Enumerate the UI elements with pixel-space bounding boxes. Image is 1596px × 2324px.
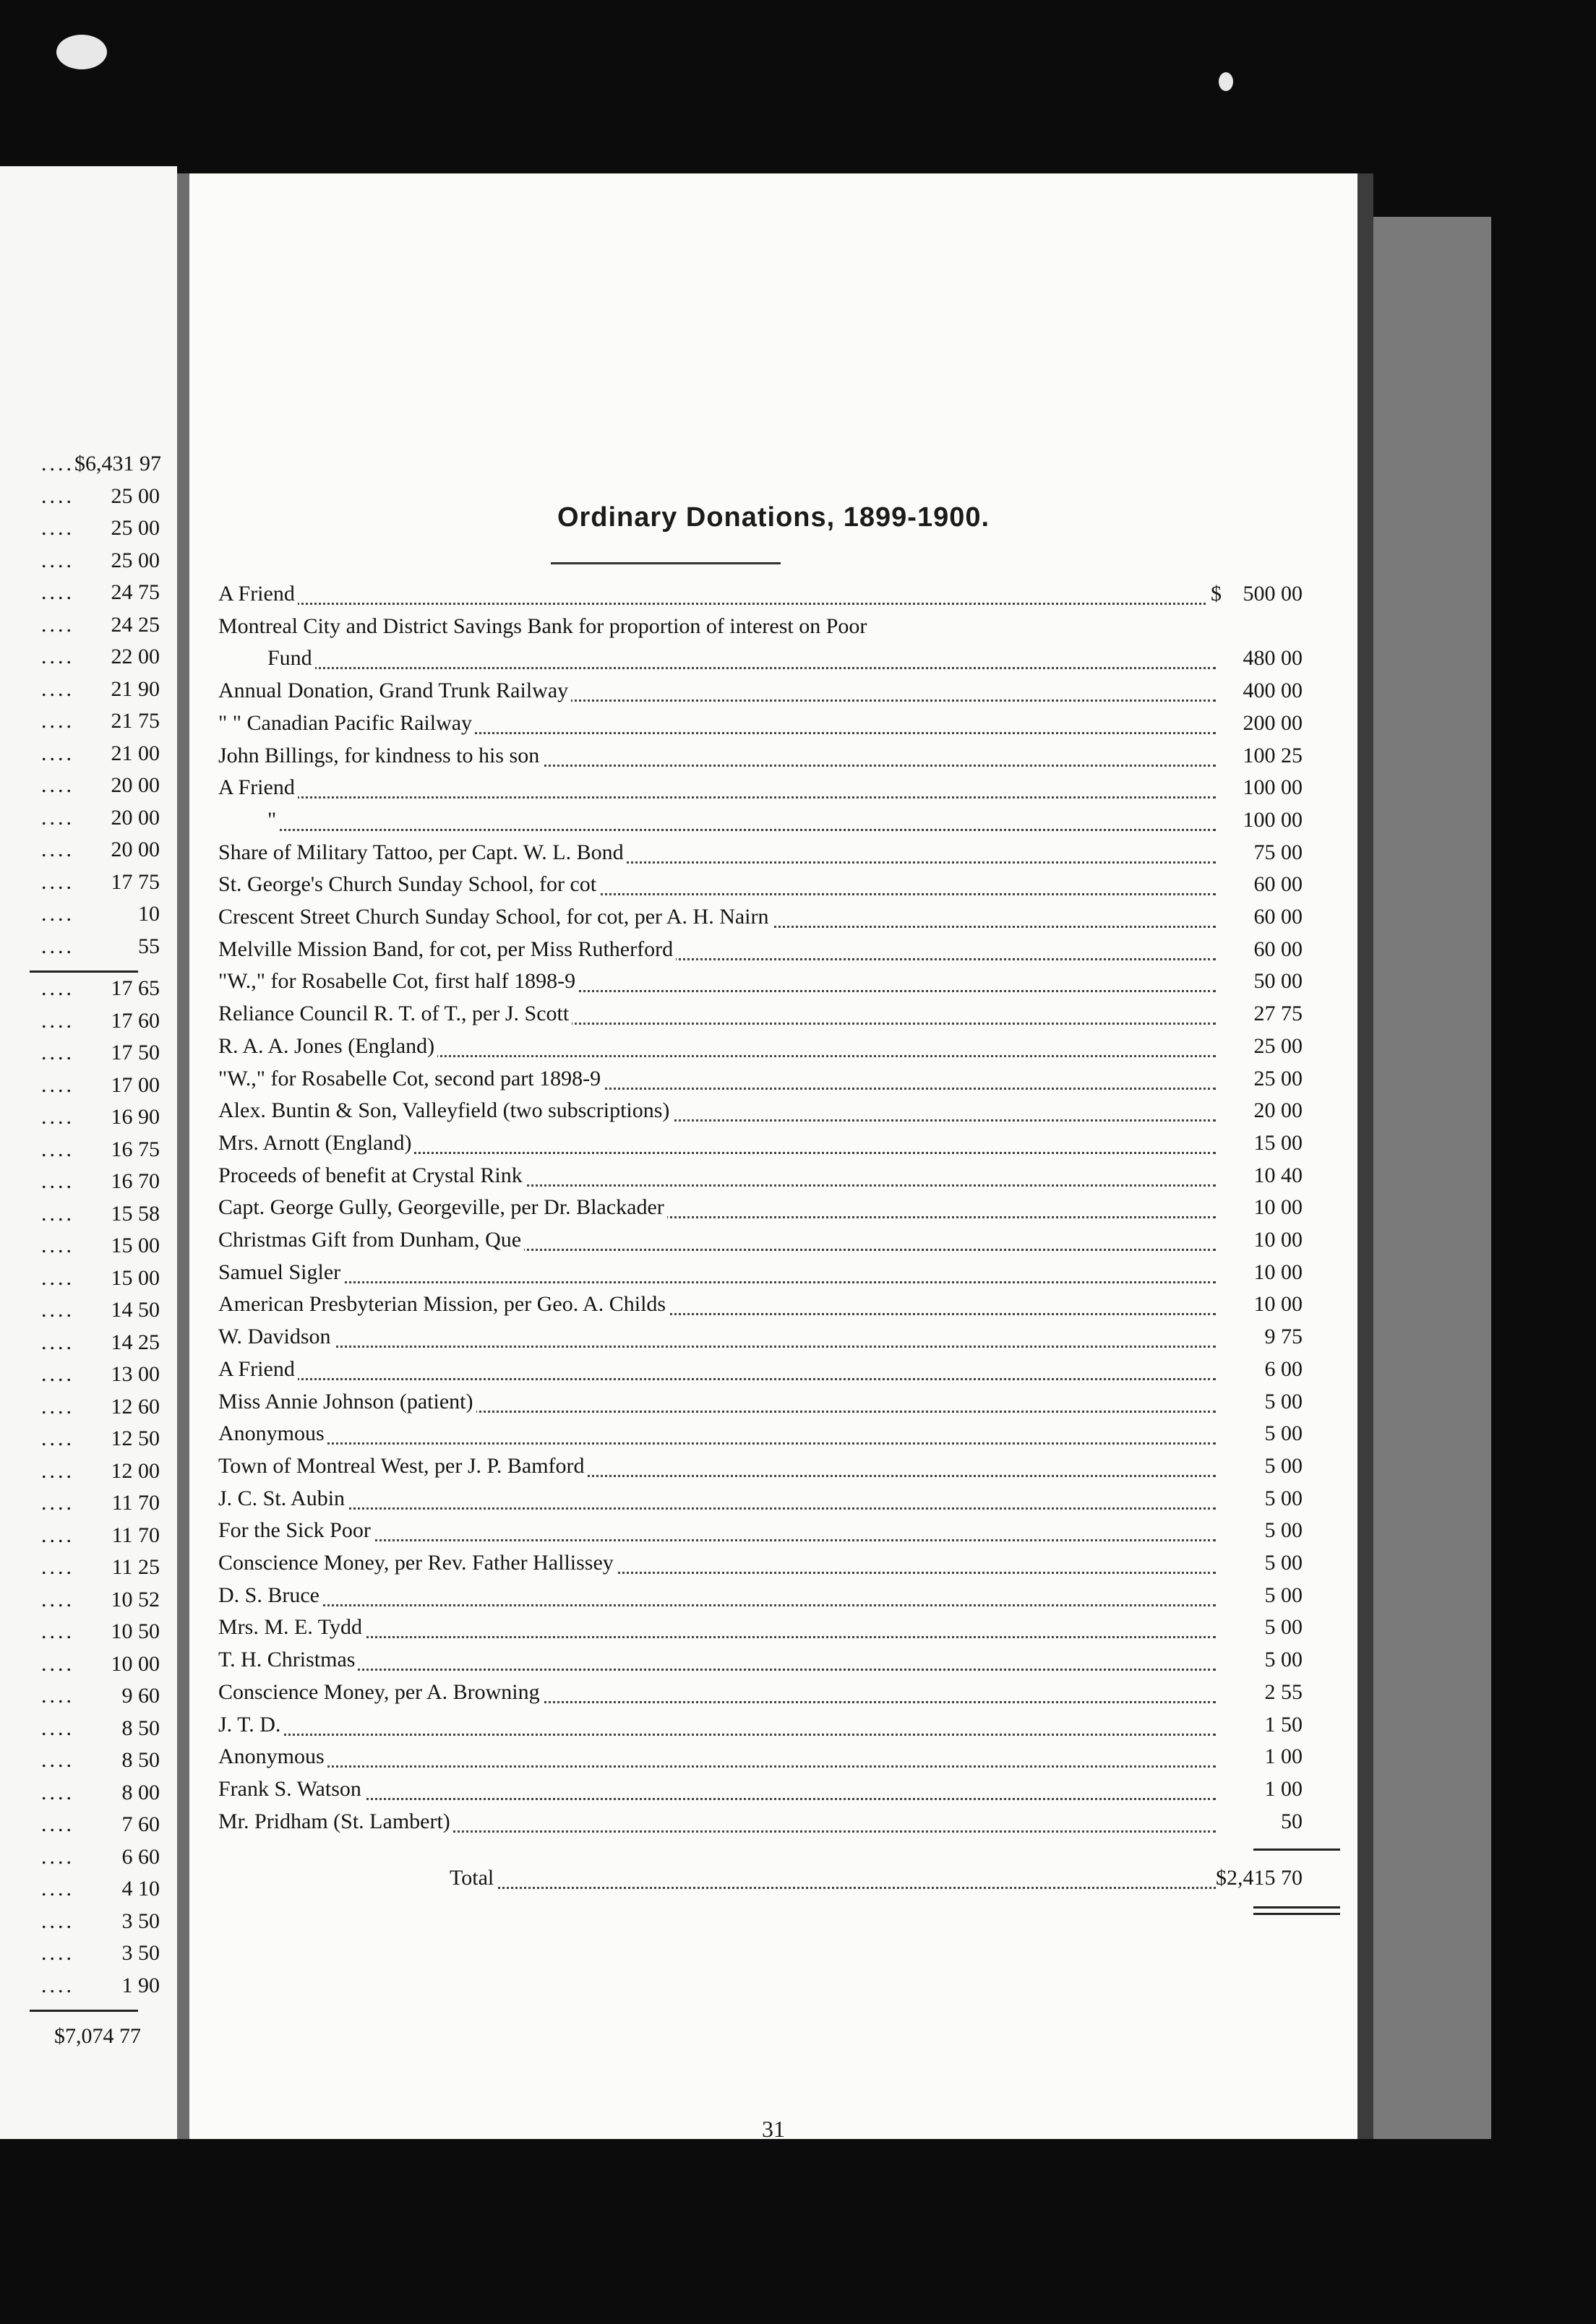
donor-name: A Friend <box>218 582 298 606</box>
donation-row <box>218 582 1303 614</box>
left-amount: 17 00 <box>111 1072 160 1097</box>
leader-dots <box>486 1887 1216 1889</box>
donor-name: Mr. Pridham (St. Lambert) <box>218 1809 453 1834</box>
left-amount: 12 00 <box>111 1458 160 1483</box>
left-amount-row <box>41 1748 160 1773</box>
donation-amount: 100 00 <box>1243 775 1303 800</box>
total-double-rule <box>1253 1901 1340 1915</box>
left-amount-row <box>41 1362 160 1387</box>
donation-amount: 1 00 <box>1264 1776 1303 1801</box>
donor-name: Frank S. Watson <box>218 1777 364 1802</box>
donor-name: Annual Donation, Grand Trunk Railway <box>218 679 571 703</box>
left-subtotal-rule <box>30 971 138 973</box>
donation-row <box>218 1357 1303 1389</box>
left-amount: 6 60 <box>121 1844 160 1869</box>
left-amount: 9 60 <box>121 1684 160 1708</box>
left-leader-dots: .... <box>41 1362 74 1386</box>
left-amount: 10 00 <box>111 1651 160 1676</box>
leader-dots <box>218 1442 1216 1445</box>
left-leader-dots: .... <box>41 773 74 797</box>
left-amount-row <box>41 1266 160 1291</box>
donation-amount: 10 00 <box>1253 1260 1303 1284</box>
donation-row <box>218 775 1303 807</box>
left-amount: 15 00 <box>111 1234 160 1257</box>
donation-amount: 50 00 <box>1253 969 1303 994</box>
left-leader-dots: .... <box>41 1201 74 1226</box>
main-page <box>189 173 1357 2142</box>
left-amount: 17 60 <box>111 1008 160 1033</box>
left-amount-row <box>41 1716 160 1741</box>
donor-name: "W.," for Rosabelle Cot, first half 1898-9 <box>218 969 578 994</box>
donation-amount: 5 00 <box>1264 1421 1303 1446</box>
donation-row <box>218 1325 1303 1356</box>
left-amount: 16 90 <box>111 1105 160 1129</box>
left-leader-dots: .... <box>41 709 74 733</box>
leader-dots <box>218 1669 1216 1671</box>
left-amount-row <box>41 548 160 573</box>
donation-row <box>218 1583 1303 1615</box>
donor-name: For the Sick Poor <box>218 1518 374 1543</box>
left-amount: 24 75 <box>111 580 160 604</box>
donation-amount: 20 00 <box>1253 1098 1303 1123</box>
left-amount: 21 00 <box>111 741 160 765</box>
total-amount: $2,415 70 <box>1216 1866 1303 1890</box>
left-leader-dots: .... <box>41 1491 74 1515</box>
donation-amount: 200 00 <box>1243 710 1303 735</box>
donation-row <box>218 1615 1303 1647</box>
left-amount: 8 50 <box>121 1716 160 1740</box>
left-amount: 14 50 <box>111 1298 160 1322</box>
donation-amount: 27 75 <box>1253 1002 1303 1026</box>
left-leader-dots: .... <box>41 1426 74 1450</box>
leader-dots <box>218 829 1216 831</box>
left-leader-dots: .... <box>41 1877 74 1901</box>
left-total: $7,074 77 <box>54 2024 141 2048</box>
left-amount: 11 70 <box>111 1491 160 1515</box>
donation-row <box>218 1648 1303 1679</box>
left-leader-dots: .... <box>41 1330 74 1354</box>
donor-name: John Billings, for kindness to his son <box>218 744 542 768</box>
donor-name: Christmas Gift from Dunham, Que <box>218 1228 524 1252</box>
donation-amount: 1 50 <box>1264 1712 1303 1736</box>
leader-dots <box>218 1346 1216 1348</box>
donor-name: Crescent Street Church Sunday School, for cot, per A. H. Nairn <box>218 905 772 929</box>
leader-dots <box>218 1378 1216 1380</box>
donation-amount: 2 55 <box>1264 1679 1303 1704</box>
left-amount-row <box>41 1588 160 1612</box>
donor-name: Samuel Sigler <box>218 1260 343 1285</box>
donation-amount: 5 00 <box>1264 1551 1303 1575</box>
left-leader-dots: .... <box>41 1008 74 1033</box>
left-amount: 3 50 <box>121 1941 160 1965</box>
left-leader-dots: .... <box>41 1684 74 1708</box>
left-amount: 10 <box>138 902 160 926</box>
donation-row <box>218 872 1303 904</box>
left-leader-dots: .... <box>41 516 74 540</box>
donation-amount: 10 00 <box>1253 1195 1303 1220</box>
donor-name: American Presbyterian Mission, per Geo. A. Childs <box>218 1292 669 1317</box>
donation-row <box>218 1260 1303 1292</box>
left-amount: 4 10 <box>121 1877 160 1901</box>
left-amount-row <box>41 1684 160 1708</box>
left-amount-row <box>41 677 160 702</box>
donor-name: J. C. St. Aubin <box>218 1486 348 1511</box>
donation-row <box>218 614 1303 646</box>
left-leader-dots: .... <box>41 902 74 926</box>
left-amount: 25 00 <box>111 516 160 540</box>
donor-name: " <box>218 808 279 832</box>
left-leader-dots: .... <box>41 1105 74 1129</box>
left-leader-dots: .... <box>41 1587 74 1611</box>
donor-name: Share of Military Tattoo, per Capt. W. L. Bond <box>218 840 627 865</box>
donation-row <box>218 646 1303 678</box>
donation-amount: 5 00 <box>1264 1486 1303 1510</box>
subtotal-rule <box>1253 1849 1340 1851</box>
donation-row <box>218 1098 1303 1130</box>
leader-dots <box>218 1604 1216 1606</box>
left-amount-row <box>41 1877 160 1901</box>
book-cover-edge <box>1365 217 1491 2139</box>
donor-name: Mrs. M. E. Tydd <box>218 1615 365 1640</box>
donor-name: Miss Annie Johnson (patient) <box>218 1390 476 1414</box>
leader-dots <box>218 1734 1216 1736</box>
donation-row <box>218 1163 1303 1195</box>
donation-row <box>218 1228 1303 1260</box>
left-amount-row <box>41 1619 160 1644</box>
left-amount-row <box>41 1330 160 1355</box>
donation-row <box>218 1680 1303 1712</box>
page-number: 31 <box>762 2116 785 2142</box>
left-amount-row <box>41 1169 160 1194</box>
left-amount-row <box>41 1234 160 1258</box>
donation-row <box>218 1421 1303 1453</box>
donor-name: A Friend <box>218 1357 298 1382</box>
left-amount: 21 75 <box>111 709 160 733</box>
page-title: Ordinary Donations, 1899-1900. <box>557 502 990 533</box>
left-amount-row <box>41 709 160 733</box>
left-leader-dots: .... <box>41 580 74 604</box>
donation-row <box>218 1002 1303 1033</box>
left-leader-dots: .... <box>41 612 74 637</box>
donation-amount: 5 00 <box>1264 1615 1303 1640</box>
left-leader-dots: .... <box>41 1844 74 1869</box>
donation-row <box>218 1034 1303 1066</box>
donor-name: Montreal City and District Savings Bank for proportion of interest on Poor <box>218 614 870 639</box>
left-leader-dots: .... <box>41 1137 74 1161</box>
left-amount: 20 00 <box>111 805 160 830</box>
left-amount-row <box>41 1202 160 1226</box>
left-leader-dots: .... <box>41 1941 74 1965</box>
donation-amount: 100 25 <box>1243 743 1303 767</box>
donation-row <box>218 905 1303 937</box>
left-leader-dots: .... <box>41 1555 74 1579</box>
donation-row <box>218 1390 1303 1421</box>
donation-amount: 50 <box>1281 1809 1303 1833</box>
leader-dots <box>218 1507 1216 1510</box>
left-amount: 13 00 <box>111 1362 160 1386</box>
donation-row <box>218 1713 1303 1744</box>
left-leader-dots: .... <box>41 934 74 958</box>
donor-name: Town of Montreal West, per J. P. Bamford <box>218 1454 588 1479</box>
left-amount-row <box>41 1781 160 1805</box>
left-amount-row <box>41 1009 160 1033</box>
left-leader-dots: .... <box>41 548 74 572</box>
leader-dots <box>218 1765 1216 1768</box>
donation-row <box>218 1454 1303 1486</box>
left-amount-row <box>41 613 160 637</box>
left-leader-dots: .... <box>41 1619 74 1643</box>
left-amount: 17 75 <box>111 869 160 894</box>
donor-name: D. S. Bruce <box>218 1583 322 1608</box>
donor-name: "W.," for Rosabelle Cot, second part 1898-9 <box>218 1067 604 1091</box>
left-amount-row <box>41 1652 160 1677</box>
left-amount: 20 00 <box>111 773 160 797</box>
left-amount-row <box>41 806 160 830</box>
left-leader-dots: .... <box>41 1458 74 1483</box>
donation-amount: 5 00 <box>1264 1453 1303 1478</box>
left-leader-dots: .... <box>41 1973 74 1997</box>
left-amount-row <box>41 1041 160 1065</box>
left-leader-dots: .... <box>41 483 74 508</box>
left-facing-page <box>0 166 177 2139</box>
donor-name: Conscience Money, per A. Browning <box>218 1680 543 1705</box>
donor-name: Fund <box>218 646 315 671</box>
left-amount-row <box>41 934 160 959</box>
donation-amount: 1 00 <box>1264 1744 1303 1769</box>
left-amount: 21 90 <box>111 676 160 701</box>
donation-row <box>218 1518 1303 1550</box>
left-amount: 17 65 <box>111 976 160 1000</box>
donation-amount: 60 00 <box>1253 905 1303 929</box>
left-leader-dots: .... <box>41 741 74 765</box>
left-leader-dots: .... <box>41 805 74 830</box>
donation-row <box>218 1131 1303 1163</box>
donation-amount: 5 00 <box>1264 1389 1303 1413</box>
left-amount-row <box>41 1395 160 1419</box>
left-amount: 14 25 <box>111 1330 160 1354</box>
donor-name: Anonymous <box>218 1421 327 1446</box>
left-amount: 55 <box>138 934 160 958</box>
donation-amount: 25 00 <box>1253 1066 1303 1090</box>
total-label: Total <box>450 1866 497 1890</box>
left-amount-row <box>41 645 160 669</box>
left-amount: 16 70 <box>111 1169 160 1193</box>
donation-amount: 10 00 <box>1253 1292 1303 1317</box>
donation-row <box>218 1777 1303 1809</box>
leader-dots <box>218 796 1216 799</box>
left-leader-dots: .... <box>41 645 74 668</box>
donation-row <box>218 840 1303 872</box>
left-amount: 12 50 <box>111 1426 160 1450</box>
donation-amount: 10 40 <box>1253 1163 1303 1187</box>
leader-dots <box>218 1798 1216 1800</box>
donation-row <box>218 1067 1303 1098</box>
left-amount-row <box>41 1555 160 1580</box>
leader-dots <box>218 1636 1216 1638</box>
left-leader-dots: .... <box>41 1298 74 1322</box>
donor-name: R. A. A. Jones (England) <box>218 1034 437 1059</box>
left-amount: 10 52 <box>111 1587 160 1611</box>
left-amount-row <box>41 1491 160 1515</box>
left-amount: 24 25 <box>111 612 160 637</box>
donation-amount: 5 00 <box>1264 1518 1303 1543</box>
leader-dots <box>218 603 1216 605</box>
donation-amount: 25 00 <box>1253 1033 1303 1058</box>
donor-name: Mrs. Arnott (England) <box>218 1131 414 1155</box>
left-leader-dots: .... <box>41 1812 74 1836</box>
left-leader-dots: .... <box>41 1394 74 1419</box>
donation-amount: 60 00 <box>1253 872 1303 897</box>
donation-amount: 400 00 <box>1243 679 1303 703</box>
donor-name: T. H. Christmas <box>218 1648 358 1672</box>
title-underline <box>551 562 781 564</box>
left-amount-row <box>41 838 160 862</box>
left-leader-dots: .... <box>41 1780 74 1804</box>
donation-row <box>218 1195 1303 1227</box>
left-amount-row <box>41 741 160 766</box>
left-amount-row <box>41 1459 160 1484</box>
left-amount-row <box>41 1974 160 1998</box>
left-amount: 11 70 <box>111 1523 160 1547</box>
donor-name: " " Canadian Pacific Railway <box>218 711 475 736</box>
left-amount: 8 50 <box>121 1748 160 1772</box>
left-amount-row <box>41 1909 160 1934</box>
leader-dots <box>218 1281 1216 1283</box>
donor-name: J. T. D. <box>218 1713 283 1737</box>
left-amount: 7 60 <box>121 1812 160 1836</box>
donation-amount: 100 00 <box>1243 807 1303 832</box>
left-amount: 25 00 <box>111 483 160 508</box>
left-leader-dots: .... <box>41 1041 74 1064</box>
rule-line <box>1253 1913 1340 1915</box>
left-amount-row <box>41 902 160 926</box>
left-leader-dots: .... <box>41 452 74 475</box>
donation-row <box>218 969 1303 1001</box>
donation-row <box>218 1551 1303 1583</box>
left-amount-row <box>41 976 160 1001</box>
left-leader-dots: .... <box>41 838 74 861</box>
left-leader-dots: .... <box>41 1234 74 1257</box>
donor-name: A Friend <box>218 775 298 800</box>
donation-row <box>218 937 1303 969</box>
left-amount: 15 58 <box>111 1201 160 1226</box>
left-leader-dots: .... <box>41 1265 74 1290</box>
donation-row <box>218 1486 1303 1518</box>
donation-row <box>218 1292 1303 1324</box>
left-leader-dots: .... <box>41 1651 74 1676</box>
left-amount: 22 00 <box>111 645 160 668</box>
left-amount: 1 90 <box>121 1973 160 1997</box>
donation-amount: 10 00 <box>1253 1228 1303 1252</box>
left-amount-row <box>41 1137 160 1162</box>
left-leader-dots: .... <box>41 976 74 1000</box>
left-amount: 8 00 <box>121 1780 160 1804</box>
donor-name: Capt. George Gully, Georgeville, per Dr. Blackader <box>218 1195 667 1220</box>
left-amount-row <box>41 1426 160 1451</box>
donor-name: Melville Mission Band, for cot, per Miss Rutherford <box>218 937 676 962</box>
left-total-rule <box>30 2010 138 2012</box>
donor-name: Proceeds of benefit at Crystal Rink <box>218 1163 525 1188</box>
rule-line <box>1253 1906 1340 1908</box>
left-amount-row <box>41 1523 160 1548</box>
left-amount-row <box>41 870 160 895</box>
total-row <box>218 1866 1303 1898</box>
left-amount: 3 50 <box>121 1908 160 1933</box>
left-leader-dots: .... <box>41 869 74 894</box>
donation-amount: 5 00 <box>1264 1583 1303 1607</box>
donation-row <box>218 744 1303 775</box>
left-amount: $6,431 97 <box>74 452 161 475</box>
dust-speck <box>1219 72 1233 91</box>
donor-name: Reliance Council R. T. of T., per J. Scott <box>218 1002 572 1026</box>
left-leader-dots: .... <box>41 676 74 701</box>
left-amount-row <box>41 1941 160 1966</box>
left-amount: 25 00 <box>111 548 160 572</box>
donation-amount: 6 00 <box>1264 1356 1303 1381</box>
donor-name: Anonymous <box>218 1744 327 1769</box>
donation-amount: 500 00 <box>1243 582 1303 606</box>
donation-amount: 480 00 <box>1243 646 1303 671</box>
left-amount-row <box>41 580 160 605</box>
left-amount: 20 00 <box>111 838 160 861</box>
donation-row <box>218 679 1303 710</box>
left-leader-dots: .... <box>41 1169 74 1193</box>
donor-name: St. George's Church Sunday School, for cot <box>218 872 599 897</box>
left-amount-row <box>41 1073 160 1098</box>
left-amount: 10 50 <box>111 1619 160 1643</box>
left-amount-row <box>41 1845 160 1869</box>
left-leader-dots: .... <box>41 1523 74 1547</box>
left-leader-dots: .... <box>41 1072 74 1097</box>
donation-row <box>218 1744 1303 1776</box>
left-amount-row <box>41 1298 160 1322</box>
left-amount-row <box>41 516 160 541</box>
left-leader-dots: .... <box>41 1908 74 1933</box>
donation-amount: 75 00 <box>1253 840 1303 864</box>
left-leader-dots: .... <box>41 1716 74 1740</box>
currency-symbol: $ <box>1208 582 1222 606</box>
donation-amount: 9 75 <box>1264 1325 1303 1349</box>
left-amount-row <box>41 452 160 476</box>
rule-line <box>1253 1849 1340 1851</box>
left-amount-row <box>41 1105 160 1129</box>
donation-row <box>218 808 1303 840</box>
donation-amount: 60 00 <box>1253 937 1303 961</box>
donation-row <box>218 711 1303 743</box>
donation-amount: 5 00 <box>1264 1648 1303 1672</box>
book-page-edge <box>1356 173 1373 2139</box>
left-amount: 15 00 <box>111 1265 160 1290</box>
left-amount: 17 50 <box>111 1041 160 1064</box>
donor-name: W. Davidson <box>218 1325 334 1349</box>
donor-name: Alex. Buntin & Son, Valleyfield (two subscriptions) <box>218 1098 672 1123</box>
donation-amount: 15 00 <box>1253 1130 1303 1155</box>
donation-row <box>218 1809 1303 1841</box>
left-amount: 12 60 <box>111 1394 160 1419</box>
dust-speck <box>56 35 107 69</box>
left-amount-row <box>41 484 160 509</box>
left-amount: 11 25 <box>111 1555 160 1579</box>
left-amount: 16 75 <box>111 1137 160 1161</box>
donor-name: Conscience Money, per Rev. Father Hallissey <box>218 1551 617 1575</box>
leader-dots <box>218 667 1216 669</box>
left-amount-row <box>41 1812 160 1837</box>
left-leader-dots: .... <box>41 1748 74 1772</box>
left-amount-row <box>41 773 160 798</box>
